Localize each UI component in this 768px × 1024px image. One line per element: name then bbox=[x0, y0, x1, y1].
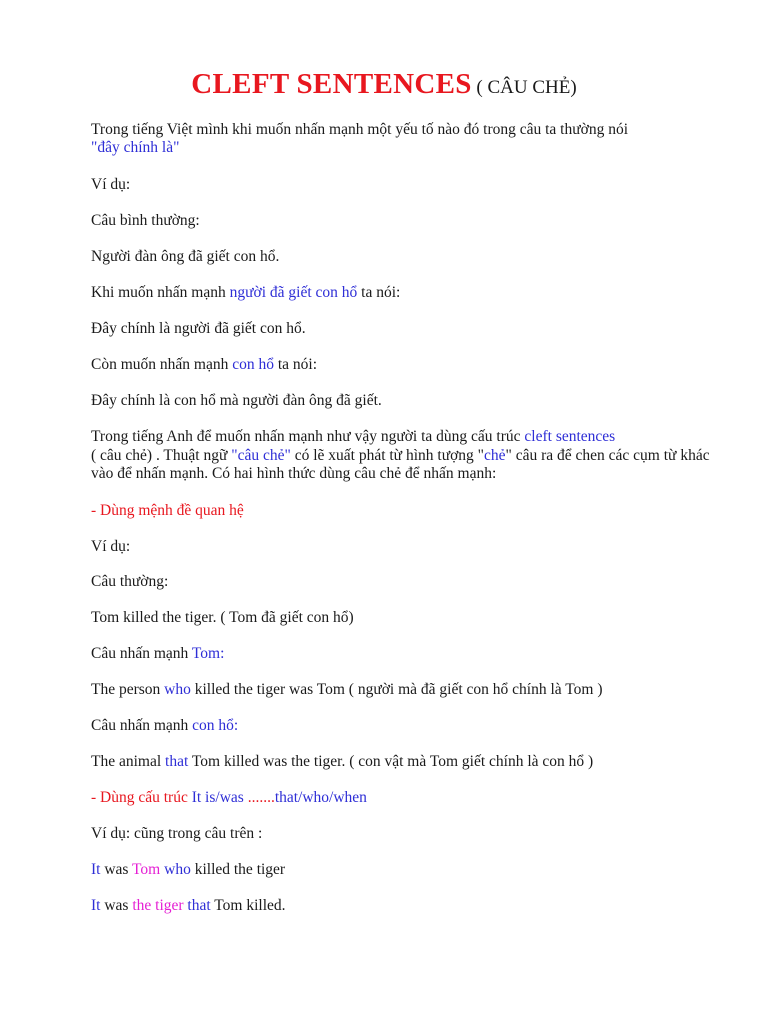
emphasis-1-highlight: người đã giết con hổ bbox=[229, 284, 358, 301]
emphasis-2-prefix: Còn muốn nhấn mạnh bbox=[91, 356, 233, 373]
english-intro-part4: " câu ra để chen các cụm từ khác vào để nhấn mạnh. Có hai hình thức dùng câu chẻ để nhấn mạnh: bbox=[91, 447, 710, 482]
emphasis-tom-prefix: Câu nhấn mạnh bbox=[91, 645, 192, 662]
english-intro-line-2 bbox=[91, 447, 711, 483]
form-2-prefix: - Dùng cấu trúc bbox=[91, 789, 192, 806]
emphasis-tom-highlight: Tom: bbox=[191, 645, 225, 662]
animal-part1: The animal bbox=[91, 753, 166, 770]
person-who: who bbox=[164, 681, 191, 698]
example-label-3: Ví dụ: cũng trong câu trên : bbox=[91, 825, 263, 842]
emphasis-1-suffix: ta nói: bbox=[357, 284, 401, 301]
emphasis-line-2 bbox=[91, 356, 711, 374]
emphasis-tiger-highlight: con hổ: bbox=[192, 717, 239, 734]
it-tiger-tiger: the tiger bbox=[132, 897, 184, 914]
emphasis-tom-line bbox=[91, 645, 711, 663]
it-tom-was: was bbox=[100, 861, 133, 878]
example-vietnamese: Người đàn ông đã giết con hổ. bbox=[91, 248, 280, 265]
title-main: CLEFT SENTENCES bbox=[191, 68, 472, 100]
result-2: Đây chính là con hổ mà người đàn ông đã giết. bbox=[91, 392, 382, 409]
example-label-2: Ví dụ: bbox=[91, 538, 131, 555]
intro-quote: "đây chính là" bbox=[91, 139, 180, 156]
intro-text: Trong tiếng Việt mình khi muốn nhấn mạnh một yếu tố nào đó trong câu ta thường nói bbox=[91, 121, 629, 138]
emphasis-line-1 bbox=[91, 284, 711, 302]
it-tom-tom: Tom bbox=[132, 861, 161, 878]
emphasis-2-highlight: con hổ bbox=[232, 356, 274, 373]
example-label-1: Ví dụ: bbox=[91, 176, 131, 193]
page-title bbox=[0, 68, 768, 101]
it-tom-who: who bbox=[164, 861, 191, 878]
it-tiger-that: that bbox=[187, 897, 211, 914]
emphasis-tiger-prefix: Câu nhấn mạnh bbox=[91, 717, 193, 734]
title-subtitle: ( CÂU CHẺ) bbox=[471, 77, 577, 98]
it-tiger-was: was bbox=[100, 897, 133, 914]
tom-sentence: Tom killed the tiger. ( Tom đã giết con hổ) bbox=[91, 609, 354, 626]
form-2-structure: It is/was bbox=[191, 789, 244, 806]
result-1: Đây chính là người đã giết con hổ. bbox=[91, 320, 306, 337]
it-tiger-sentence bbox=[91, 897, 711, 915]
emphasis-tiger-line bbox=[91, 717, 711, 735]
english-intro-term: cleft sentences bbox=[524, 428, 616, 445]
it-tom-it: It bbox=[91, 861, 101, 878]
emphasis-2-suffix: ta nói: bbox=[273, 356, 318, 373]
plain-sentence-label: Câu thường: bbox=[91, 573, 169, 590]
english-intro-line-1 bbox=[91, 428, 711, 446]
animal-that: that bbox=[165, 753, 189, 770]
english-intro-term2: "câu chẻ" bbox=[231, 447, 291, 464]
form-2-dots: ....... bbox=[243, 789, 275, 806]
intro-line bbox=[91, 121, 711, 139]
form-1-heading: - Dùng mệnh đề quan hệ bbox=[91, 502, 244, 519]
emphasis-1-prefix: Khi muốn nhấn mạnh bbox=[91, 284, 230, 301]
it-tom-sentence bbox=[91, 861, 711, 879]
animal-sentence bbox=[91, 753, 711, 771]
it-tom-rest: killed the tiger bbox=[190, 861, 286, 878]
person-sentence bbox=[91, 681, 711, 699]
intro-quote-line bbox=[91, 139, 711, 157]
form-2-heading bbox=[91, 789, 711, 807]
english-intro-term3: chẻ bbox=[484, 447, 506, 464]
animal-part2: Tom killed was the tiger. ( con vật mà Tom giết chính là con hổ ) bbox=[188, 753, 594, 770]
english-intro-part1: Trong tiếng Anh để muốn nhấn mạnh như vậy người ta dùng cấu trúc bbox=[91, 428, 525, 445]
english-intro-part2: ( câu chẻ) . Thuật ngữ bbox=[91, 447, 232, 464]
form-2-structure2: that/who/when bbox=[274, 789, 367, 806]
person-part1: The person bbox=[91, 681, 165, 698]
it-tiger-rest: Tom killed. bbox=[210, 897, 286, 914]
english-intro-part3: có lẽ xuất phát từ hình tượng " bbox=[290, 447, 484, 464]
it-tiger-it: It bbox=[91, 897, 101, 914]
person-part2: killed the tiger was Tom ( người mà đã giết con hổ chính là Tom ) bbox=[190, 681, 603, 698]
normal-sentence-label: Câu bình thường: bbox=[91, 212, 200, 229]
